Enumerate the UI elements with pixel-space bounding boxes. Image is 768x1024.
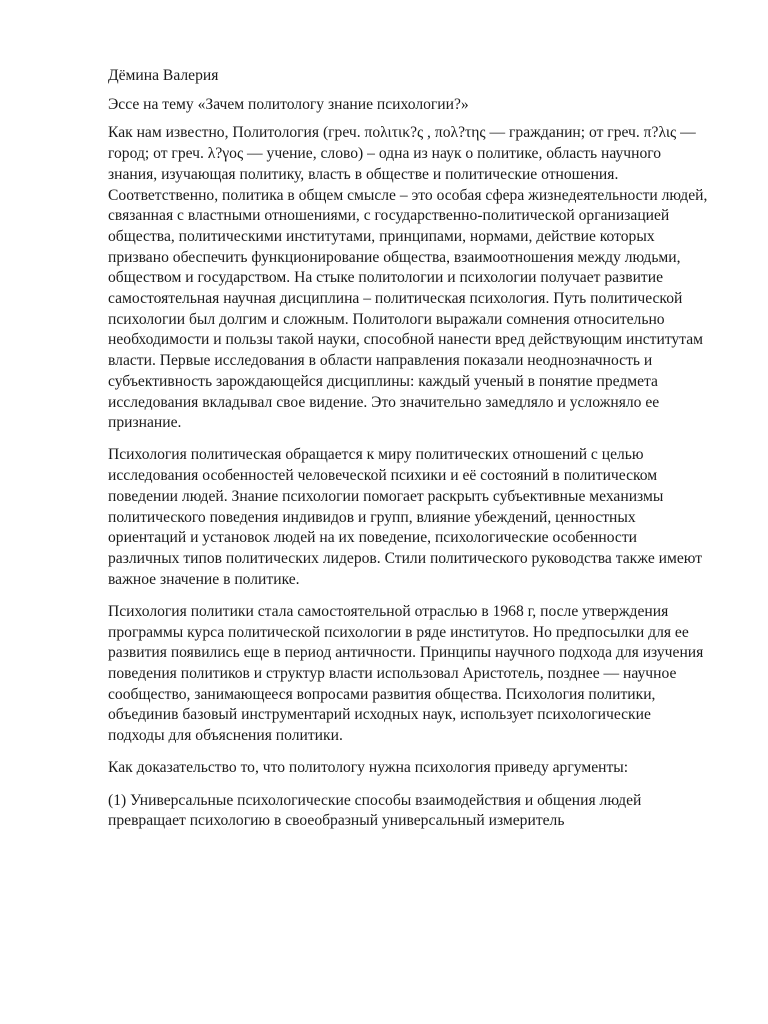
paragraph-political-psychology: Психология политическая обращается к миру политических отношений с целью исследования особенностей человеческой психики и её состояний в политическом поведении людей. Знание психологии помогает раскрыть субъективные механизмы политического поведения индивидов и групп, влияние убеждений, ценностных ориентаций и установок людей на их поведение, психологические особенности различных типов политических лидеров. Стили политического руководства также имеют важное значение в политике. <box>108 446 703 588</box>
author-name: Дёмина Валерия <box>108 67 219 84</box>
paragraph-arguments-intro: Как доказательство то, что политологу нужна психология приведу аргументы: <box>108 759 629 777</box>
paragraph-history: Психология политики стала самостоятельной отраслью в 1968 г, после утверждения программы курса политической психологии в ряде институтов. Но предпосылки для ее развития появились еще в период античности. Принципы научного подхода для изучения поведения политиков и структур власти использовал Аристотель, позднее — научное сообщество, занимающееся вопросами развития общества. Психология политики, объединив базовый инструментарий исходных наук, использует психологические подходы для объяснения политики. <box>108 602 704 745</box>
paragraph-intro: Как нам известно, Политология (греч. πολιτικ?ς , πολ?της — гражданин; от греч. π?λις — город; от греч. λ?γος — учение, слово) – одна из наук о политике, область научного знания, изучающая политику, власть в обществе и политические отношения. Соответственно, политика в общем смысле – это особая сфера жизнедеятельности людей, связанная с властными отношениями, с государственно-политической организацией общества, политическими институтами, принципами, нормами, действие которых призвано обеспечить функционирование общества, взаимоотношения между людьми, обществом и государством. На стыке политологии и психологии получает развитие самостоятельная научная дисциплина – политическая психология. Путь политической психологии был долгим и сложным. Политологи выражали сомнения относительно необходимости и пользы такой науки, способной нанести вред действующим институтам власти. Первые исследования в области направления показали неоднозначность и субъективность зарождающейся дисциплины: каждый ученый в понятие предмета исследования вкладывал свое видение. Это значительно замедляло и усложняло ее признание. <box>108 124 708 432</box>
essay-topic: Эссе на тему «Зачем политологу знание психологии?» <box>108 95 469 113</box>
paragraph-argument-1: (1) Универсальные психологические способы взаимодействия и общения людей превращает психологию в своеобразный универсальный измеритель <box>108 791 642 830</box>
document-page <box>108 66 708 832</box>
